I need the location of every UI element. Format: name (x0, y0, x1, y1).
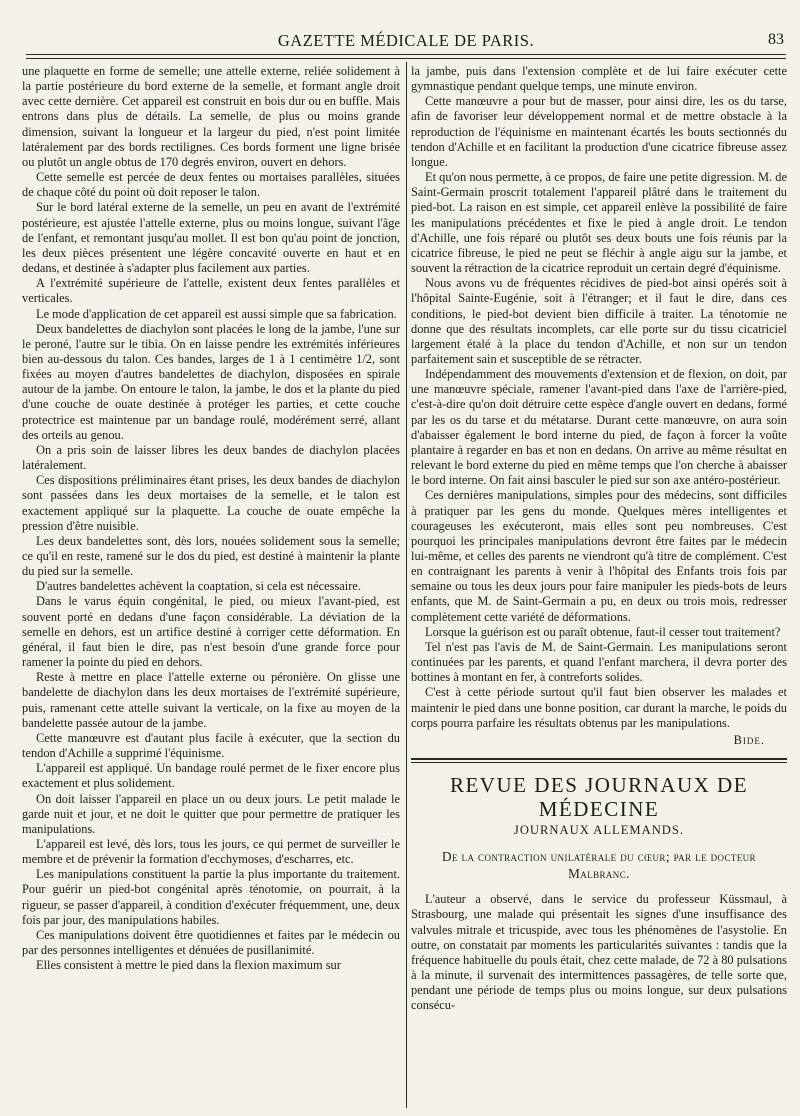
paragraph: C'est à cette période surtout qu'il faut bien observer les malades et maintenir le pied dans une bonne position, car durant la marche, le poids du corps pourra parfaire les résultats obtenus par les manipulations. (411, 685, 787, 730)
paragraph: Nous avons vu de fréquentes récidives de pied-bot ainsi opérés soit à l'hôpital Sainte-Eugénie, soit à l'étranger; et il faut le dire, dans ces conditions, le pied-bot devient bien difficile à traiter. La ténotomie ne donne que des résultats incomplets, car elle porte sur du tissu cicatriciel largement étalé à la place du tendon d'Achille, et non sur un tendon parfaitement sain et susceptible de se rétracter. (411, 276, 787, 366)
paragraph: Sur le bord latéral externe de la semelle, un peu en avant de l'extrémité postérieure, est ajustée l'attelle externe, plus ou moins longue, suivant l'âge de l'enfant, et remontant jusqu'au mollet. Il est bon qu'au point de jonction, les deux pièces présentent une légère concavité ouverte en haut et en dedans, et destinée à s'adapter plus facilement aux parties. (22, 200, 400, 276)
paragraph: L'appareil est levé, dès lors, tous les jours, ce qui permet de surveiller le membre et de prévenir la formation d'ecchymoses, d'escharres, etc. (22, 836, 400, 867)
left-column (22, 64, 400, 1110)
paragraph: Ces manipulations doivent être quotidiennes et faites par le médecin ou par des personnes intelligentes et dénuées de pusillanimité. (22, 927, 400, 958)
paragraph: Elles consistent à mettre le pied dans la flexion maximum sur (36, 958, 341, 973)
page-number: 83 (768, 31, 784, 48)
paragraph: Lorsque la guérison est ou paraît obtenue, faut-il cesser tout traitement? (425, 624, 781, 639)
paragraph: une plaquette en forme de semelle; une attelle externe, reliée solidement à la partie postérieure du bord externe de la semelle, et formant angle droit avec cette dernière. Cet appareil est construit en bois dur ou en buffle. Mais entrons dans plus de détails. La semelle, de plus ou moins grande dimension, suivant la longueur et la largeur du pied, n'est point limitée latéralement par des bords rectilignes. Ces bords forment une ligne brisée ou plutôt un angle obtus de 170 degrés environ, ouvert en dehors. (22, 64, 400, 169)
column-divider (406, 62, 407, 1108)
section-rule (411, 758, 787, 763)
paragraph: Ces dernières manipulations, simples pour des médecins, sont difficiles à pratiquer par les gens du monde. Quelques mères intelligentes et courageuses les exécuteront, mais elles sont peu nombreuses. C'est pourquoi les principales manipulations devront être faites par le médecin lui-même, et celles des parents ne viendront qu'à titre de complément. C'est en contraignant les parents à venir à l'hôpital des Enfants trois fois par semaine ou tous les deux jours pour faire manipuler les pieds-bots de leurs enfants, que M. de Saint-Germain a pu, en deux ou trois mois, redresser complètement cette variété de déformations. (411, 488, 787, 624)
paragraph: Deux bandelettes de diachylon sont placées le long de la jambe, l'une sur le peroné, l'autre sur le tibia. On en laisse pendre les extrémités inférieures bien au-dessous du talon. Ces bandes, larges de 1 à 1 centimètre 1/2, sont fixées au moyen d'autres bandelettes de diachylon, disposées en spirale autour de la jambe. On entoure le talon, la jambe, le dos et la plante du pied d'une couche de ouate destinée à protéger les parties, et cette couche protectrice est maintenue par un bandage roulé, modérément serré, allant des orteils au genou. (22, 321, 400, 442)
paragraph: On a pris soin de laisser libres les deux bandes de diachylon placées latéralement. (22, 442, 400, 473)
paragraph: A l'extrémité supérieure de l'attelle, existent deux fentes parallèles et verticales. (22, 276, 400, 306)
paragraph: Cette manœuvre a pour but de masser, pour ainsi dire, les os du tarse, afin de favoriser leur développement normal et de mettre obstacle à la reproduction de l'équinisme en maintenant écartés les bouts sectionnés du tendon d'Achille et en facilitant la production d'une cicatrice fibreuse assez longue. (411, 94, 787, 169)
paragraph: Cette semelle est percée de deux fentes ou mortaises parallèles, situées de chaque côté du point où doit reposer le talon. (22, 170, 400, 200)
page-header (26, 28, 786, 55)
author-signature: Bide. (733, 732, 765, 747)
paragraph: Et qu'on nous permette, à ce propos, de faire une petite digression. M. de Saint-Germain proscrit totalement l'appareil plâtré dans le traitement du pied-bot. La raison en est simple, cet appareil enlève la possibilité de faire les manipulations précédentes et fixe le pied à angle droit. Le tendon d'Achille, une fois réparé ou plutôt ses deux bouts une fois réunis par la cicatrice fibreuse, le pied ne peut se fléchir à angle aigu sur la jambe, et souvent la rétraction de la cicatrice reproduit un certain degré d'équinisme. (411, 170, 787, 276)
paragraph: Le mode d'application de cet appareil est aussi simple que sa fabrication. (36, 306, 397, 321)
article-title: De la contraction unilatérale du cœur; par le docteur Malbranc. (442, 849, 756, 882)
paragraph: Indépendamment des mouvements d'extension et de flexion, on doit, par une manœuvre spéciale, ramener l'avant-pied dans l'axe de l'arrière-pied, c'est-à-dire qu'on doit détruire cette espèce d'angle ouvert en dedans, formé par les os du tarse et du métatarse. Durant cette manœuvre, on aura soin d'abaisser également le bord interne du pied, de façon à forcer la voûte plantaire à regarder en bas et non en dedans. On arrive au même résultat en relevant le bord externe du pied en même temps que l'on cherche à abaisser le bord interne. On fait ainsi basculer le pied sur son axe antéro-postérieur. (411, 367, 787, 488)
paragraph: L'appareil est appliqué. Un bandage roulé permet de le fixer encore plus exactement et plus solidement. (22, 761, 400, 791)
journal-title: GAZETTE MÉDICALE DE PARIS. (277, 31, 535, 50)
paragraph: Tel n'est pas l'avis de M. de Saint-Germain. Les manipulations seront continuées par les parents, et quand l'enfant marchera, il devra porter des bottines à montant en fer, à contreforts solides. (411, 639, 787, 685)
paragraph: Ces dispositions préliminaires étant prises, les deux bandes de diachylon sont passées dans les deux mortaises de la semelle, et le talon est exactement appliqué sur la plaquette. La couche de ouate empêche la pression d'être nuisible. (22, 473, 400, 533)
paragraph: Les deux bandelettes sont, dès lors, nouées solidement sous la semelle; ce qu'il en reste, ramené sur le dos du pied, est destiné à maintenir la plante du pied sur la semelle. (22, 533, 400, 579)
paragraph: L'auteur a observé, dans le service du professeur Küssmaul, à Strasbourg, une malade qui présentait les signes d'une insuffisance des valvules mitrale et tricuspide, avec tous les phénomènes de l'asystolie. En outre, on constatait par moments les particularités suivantes : tandis que la fréquence habituelle du pouls était, chez cette malade, de 72 à 80 pulsations à la minute, il survenait des intermittences passagères, de telle sorte que, pendant une période de temps plus ou moins longue, sur deux pulsations consécu- (411, 892, 787, 1013)
paragraph: Les manipulations constituent la partie la plus importante du traitement. Pour guérir un pied-bot congénital après ténotomie, on pourrait, à la rigueur, se passer d'appareil, à condition d'exécuter fréquemment, une, deux fois par jour, des manipulations habiles. (22, 867, 400, 927)
header-rule (26, 58, 786, 59)
section-subtitle: JOURNAUX ALLEMANDS. (513, 823, 685, 838)
paragraph: Reste à mettre en place l'attelle externe ou péronière. On glisse une bandelette de diachylon dans les deux mortaises de l'extrémité supérieure, puis, ramenant cette attelle suivant la verticale, on la fixe au moyen de la bandelette passée autour de la jambe. (22, 670, 400, 730)
right-column (411, 64, 787, 1110)
paragraph: D'autres bandelettes achèvent la coaptation, si cela est nécessaire. (36, 579, 361, 594)
paragraph: On doit laisser l'appareil en place un ou deux jours. Le petit malade le garde nuit et jour, et ne doit le quitter que pour permettre de pratiquer les manipulations. (22, 791, 400, 836)
section-title: REVUE DES JOURNAUX DE MÉDECINE (449, 773, 749, 822)
paragraph: Dans le varus équin congénital, le pied, ou mieux l'avant-pied, est souvent porté en dedans d'une façon considérable. La déviation de la semelle en dehors, est un artifice destiné à corriger cette déformation. En général, il faut bien le dire, pas n'est besoin d'une grande force pour ramener la pointe du pied en dehors. (22, 594, 400, 670)
paragraph: la jambe, puis dans l'extension complète et de lui faire exécuter cette gymnastique pendant quelque temps, une minute environ. (411, 64, 787, 94)
paragraph: Cette manœuvre est d'autant plus facile à exécuter, que la section du tendon d'Achille a supprimé l'équinisme. (22, 730, 400, 761)
